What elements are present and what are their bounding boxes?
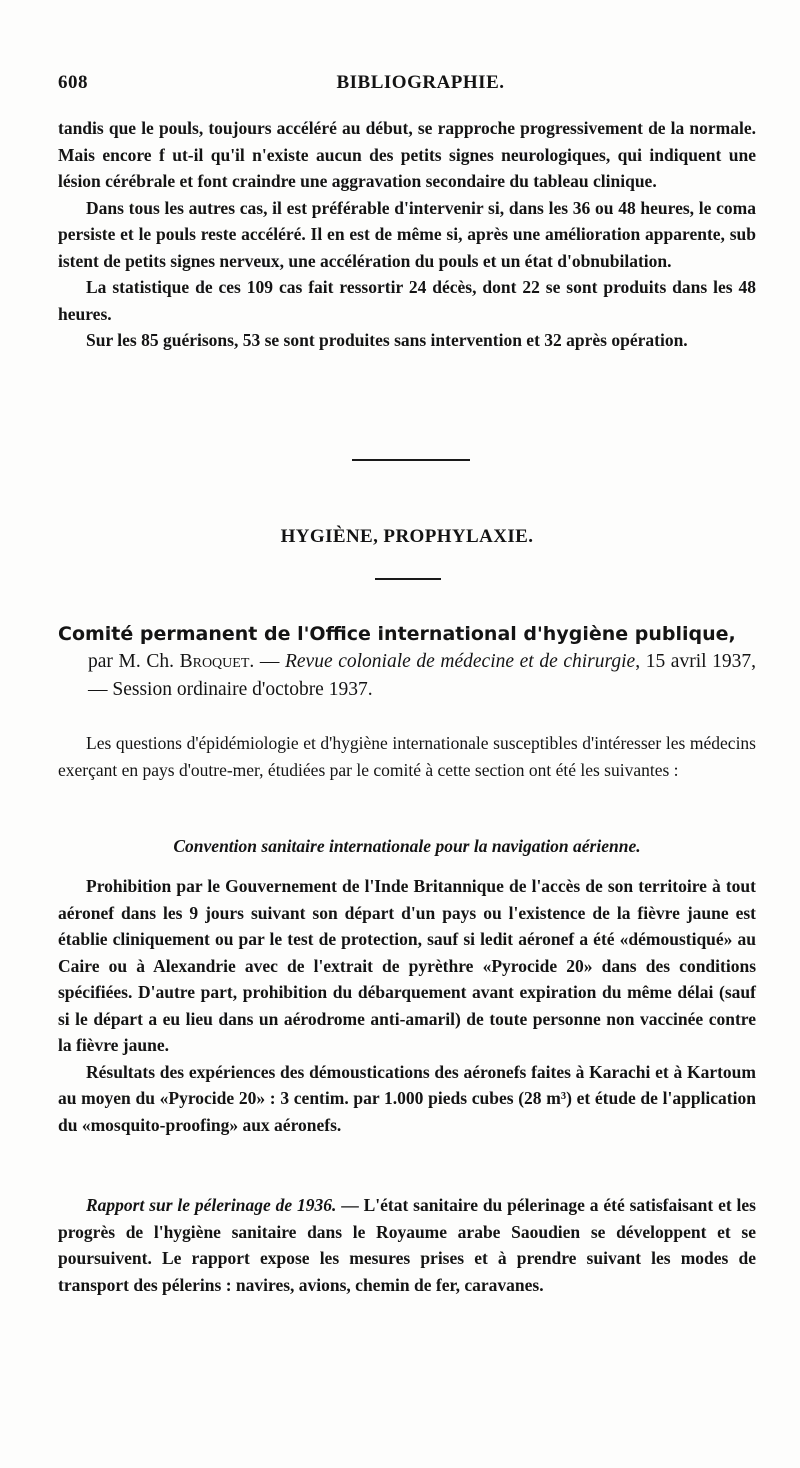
- divider-rule: [352, 459, 470, 461]
- body-text: [58, 873, 756, 1138]
- running-title: BIBLIOGRAPHIE.: [336, 72, 505, 93]
- report-paragraph: [58, 1192, 756, 1298]
- paragraph: Prohibition par le Gouvernement de l'Inde Britannique de l'accès de son territoire à tout aéronef dans les 9 jours suivant son départ d'un pays ou l'existence de la fièvre jaune est établie cliniquement ou par le test de protection, sauf si ledit aéronef a été «démoustiqué» au Caire ou à Alexandrie avec de l'extrait de pyrèthre «Pyrocide 20» dans des conditions spécifiées. D'autre part, prohibition du débarquement avant expiration du même délai (sauf si le départ a eu lieu dans un aérodrome anti-amaril) de toute personne non vaccinée contre la fièvre jaune.: [58, 876, 756, 1055]
- paragraph: Sur les 85 guérisons, 53 se sont produites sans intervention et 32 après opération.: [86, 330, 688, 350]
- paragraph: La statistique de ces 109 cas fait ressortir 24 décès, dont 22 se sont produits dans les 48 heures.: [58, 277, 756, 324]
- section-title: HYGIÈNE, PROPHYLAXIE.: [280, 526, 534, 547]
- intro-text: [58, 115, 756, 354]
- page-number: 608: [58, 72, 88, 93]
- paragraph: tandis que le pouls, toujours accéléré au début, se rapproche progressivement de la normale. Mais encore f ut-il qu'il n'existe aucun des petits signes neurologiques, qui indiquent une lésion cérébrale et font craindre une aggravation secondaire du tableau clinique.: [58, 118, 756, 191]
- divider-rule: [375, 578, 441, 580]
- citation-journal: Revue coloniale de médecine et de chirurgie: [284, 651, 636, 672]
- citation-lead: par M. Ch.: [88, 651, 180, 672]
- entry-citation: [88, 648, 756, 704]
- entry-title: Comité permanent de l'Office international d'hygiène publique,: [58, 623, 736, 645]
- report-title: Rapport sur le pélerinage de 1936.: [86, 1195, 337, 1215]
- citation-author: Broquet: [179, 651, 250, 672]
- citation-date: , 15 avril 1937, — Session ordinaire d'octobre 1937.: [88, 651, 757, 700]
- citation-separator: . —: [249, 651, 285, 672]
- report-text: — L'état sanitaire du pélerinage a été satisfaisant et les progrès de l'hygiène sanitaire dans le Royaume arabe Saoudien se développent et se poursuivent. Le rapport expose les mesures prises et à prendre suivant les modes de transport des pélerins : navires, avions, chemin de fer, caravanes.: [58, 1195, 756, 1295]
- subheading: Convention sanitaire internationale pour la navigation aérienne.: [173, 836, 641, 856]
- paragraph: Résultats des expériences des démoustications des aéronefs faites à Karachi et à Kartoum au moyen du «Pyrocide 20» : 3 centim. par 1.000 pieds cubes (28 m³) et étude de l'application du «mosquito-proofing» aux aéronefs.: [58, 1061, 756, 1135]
- page-header: [58, 72, 753, 102]
- entry-intro: Les questions d'épidémiologie et d'hygiène internationale susceptibles d'intéresser les médecins exerçant en pays d'outre-mer, étudiées par le comité à cette section ont été les suivantes :: [58, 733, 756, 780]
- paragraph: Dans tous les autres cas, il est préférable d'intervenir si, dans les 36 ou 48 heures, le coma persiste et le pouls reste accéléré. Il en est de même si, après une amélioration apparente, sub istent de petits signes nerveux, une accélération du pouls et un état d'obnubilation.: [58, 197, 756, 271]
